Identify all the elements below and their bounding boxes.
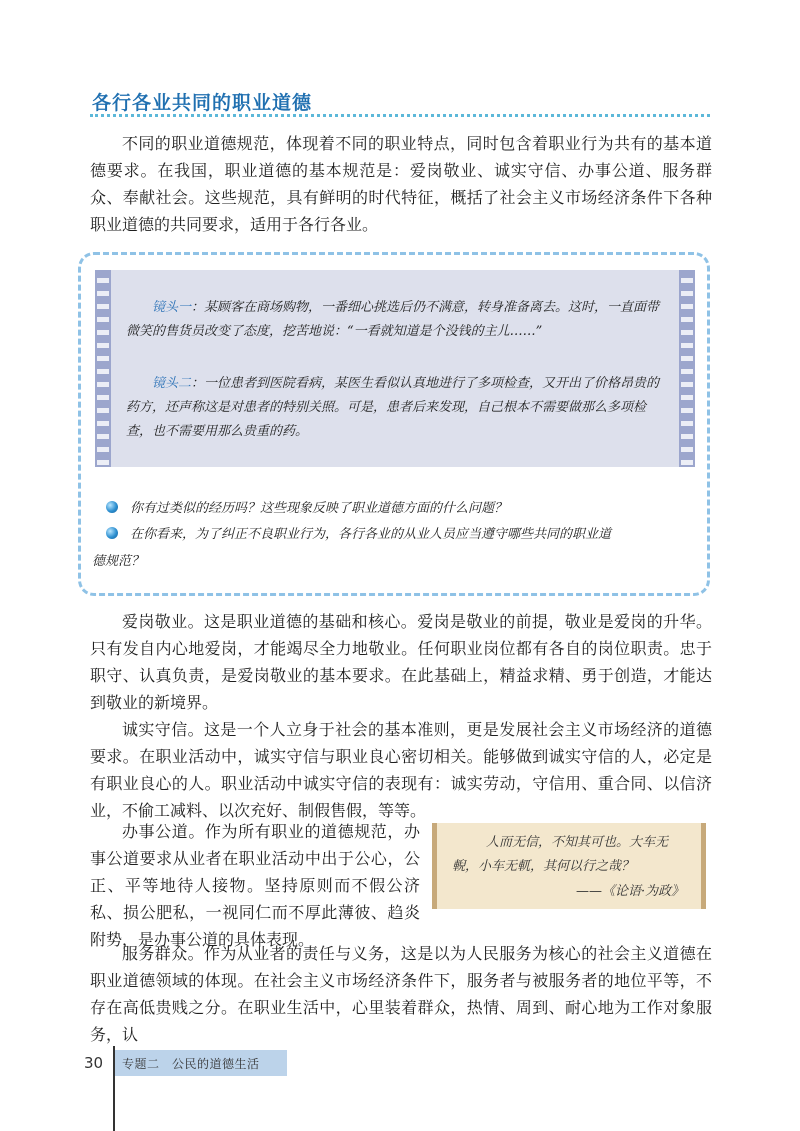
footer-label: 专题二 公民的道德生活 [122, 1057, 260, 1071]
film-strip-right [679, 270, 695, 467]
question-2-text: 在你看来，为了纠正不良职业行为，各行各业的从业人员应当遵守哪些共同的职业道 [130, 527, 612, 542]
quote-line-2: 輗，小车无軏，其何以行之哉？ [452, 859, 635, 874]
case-scene-1-label: 镜头一 [152, 300, 192, 315]
question-1-text: 你有过类似的经历吗？这些现象反映了职业道德方面的什么问题？ [130, 501, 508, 516]
paragraph-aigang-jingye: 爱岗敬业。这是职业道德的基础和核心。爱岗是敬业的前提，敬业是爱岗的升华。只有发自内心地爱岗，才能竭尽全力地敬业。任何职业岗位都有各自的岗位职责。忠于职守、认真负责，是爱岗敬业的基本要求。在此基础上，精益求精、勇于创造，才能达到敬业的新境界。 [90, 612, 712, 712]
quote-source: ——《论语·为政》 [576, 884, 685, 899]
intro-paragraph: 不同的职业道德规范，体现着不同的职业特点，同时包含着职业行为共有的基本道德要求。在我国，职业道德的基本规范是：爱岗敬业、诚实守信、办事公道、服务群众、奉献社会。这些规范，具有鲜明的时代特征，概括了社会主义市场经济条件下各种职业道德的共同要求，适用于各行各业。 [90, 134, 712, 234]
paragraph-banshi-gongdao: 办事公道。作为所有职业的道德规范，办事公道要求从业者在职业活动中出于公心，公正、平等地待人接物。坚持原则而不假公济私、损公肥私，一视同仁而不厚此薄彼、趋炎附势，是办事公道的具体表现。 [90, 822, 420, 949]
question-1 [106, 497, 706, 521]
paragraph-fuwu-qunzhong: 服务群众。作为从业者的责任与义务，这是以为人民服务为核心的社会主义道德在职业道德领域的体现。在社会主义市场经济条件下，服务者与被服务者的地位平等，不存在高低贵贱之分。在职业生活中，心里装着群众，热情、周到、耐心地为工作对象服务，认 [90, 944, 712, 1044]
case-scene-1 [126, 296, 666, 344]
title-dotted-rule [90, 114, 710, 117]
section-title: 各行各业共同的职业道德 [92, 92, 313, 114]
quote-line-1: 人而无信，不知其可也。大车无 [486, 835, 669, 850]
page-number: 30 [84, 1054, 104, 1072]
question-2-continued: 德规范？ [92, 554, 145, 569]
case-scene-2-label: 镜头二 [152, 376, 192, 391]
question-2 [106, 523, 706, 547]
case-scene-2 [126, 372, 666, 444]
question-bullet-icon [106, 527, 118, 539]
case-scene-1-text: ：某顾客在商场购物，一番细心挑选后仍不满意，转身准备离去。这时，一直面带微笑的售货员改变了态度，挖苦地说：“一看就知道是个没钱的主儿……” [126, 300, 660, 339]
paragraph-chengshi-shouxin: 诚实守信。这是一个人立身于社会的基本准则，更是发展社会主义市场经济的道德要求。在职业活动中，诚实守信与职业良心密切相关。能够做到诚实守信的人，必定是有职业良心的人。职业活动中诚实守信的表现有：诚实劳动，守信用、重合同、以信济业，不偷工减料、以次充好、制假售假，等等。 [90, 720, 712, 820]
case-scene-2-text: ：一位患者到医院看病，某医生看似认真地进行了多项检查，又开出了价格昂贵的药方，还声称这是对患者的特别关照。可是，患者后来发现，自己根本不需要做那么多项检查，也不需要用那么贵重的药。 [126, 376, 660, 439]
question-bullet-icon [106, 501, 118, 513]
film-strip-left [95, 270, 111, 467]
